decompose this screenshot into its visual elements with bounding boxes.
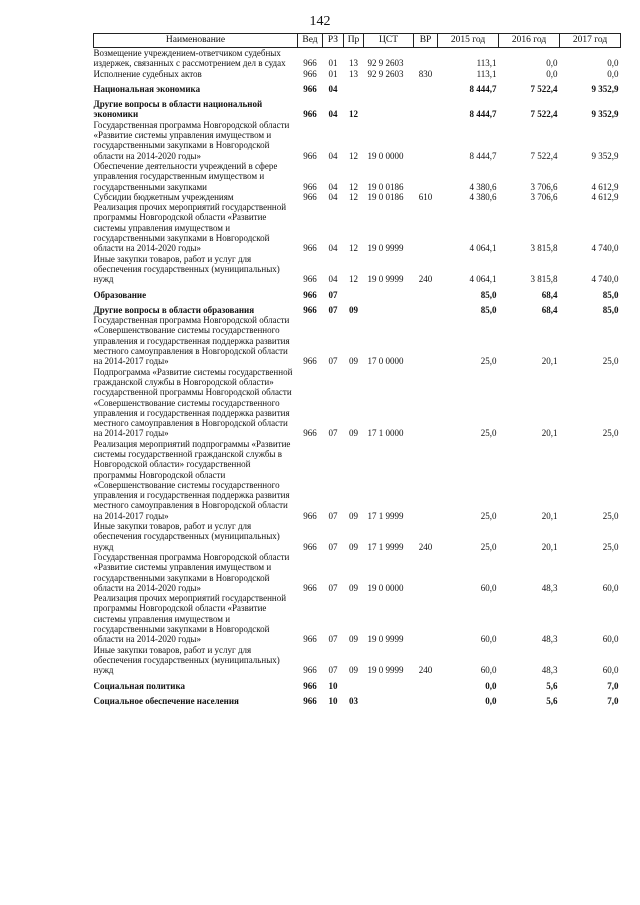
cell-vr <box>414 315 438 366</box>
column-header-pr: Пр <box>344 34 364 48</box>
cell-name: Национальная экономика <box>93 83 201 94</box>
cell-name: Образование <box>93 289 147 300</box>
cell-2017: 9 352,9 <box>591 109 619 120</box>
column-header-ved: Вед <box>298 34 323 48</box>
cell-name: Государственная программа Новгородской области «Совершенствование системы государственного управления и государственная поддержка развития местного самоуправления в Новгородской области на 2014-2017 годы» <box>93 315 290 367</box>
cell-2015: 85,0 <box>480 289 497 300</box>
cell-ved: 966 <box>303 695 317 706</box>
cell-vr <box>414 79 438 94</box>
cell-2015: 113,1 <box>476 68 497 79</box>
cell-2017: 25,0 <box>602 356 619 367</box>
cell-2017: 9 352,9 <box>591 150 619 161</box>
cell-cst: 19 0 9999 <box>367 634 404 645</box>
cell-2016: 48,3 <box>541 582 558 593</box>
cell-vr <box>414 593 438 644</box>
cell-pr: 03 <box>349 695 358 706</box>
cell-pr <box>344 676 364 691</box>
cell-pr: 12 <box>349 243 358 254</box>
table-row <box>94 120 621 161</box>
cell-rz: 07 <box>328 510 338 521</box>
cell-cst <box>364 676 414 691</box>
cell-rz: 04 <box>328 109 338 120</box>
cell-2016: 68,4 <box>541 304 558 315</box>
cell-name: Исполнение судебных актов <box>93 68 202 79</box>
cell-cst <box>364 691 414 706</box>
cell-2016: 3 815,8 <box>530 274 558 285</box>
cell-2017: 60,0 <box>602 582 619 593</box>
cell-ved: 966 <box>303 634 317 645</box>
cell-name: Реализация прочих мероприятий государственной программы Новгородской области «Развитие системы управления имуществом и государственными закупками в Новгородской области на 2014-2020 годы» <box>93 593 287 645</box>
cell-2016: 5,6 <box>546 695 558 706</box>
cell-2017: 0,0 <box>607 58 619 69</box>
cell-cst: 92 9 2603 <box>367 58 404 69</box>
cell-cst: 17 0 0000 <box>367 356 404 367</box>
cell-2015: 25,0 <box>480 356 497 367</box>
table-row <box>94 161 621 192</box>
cell-rz: 07 <box>328 665 338 676</box>
table-row <box>94 79 621 94</box>
table-row <box>94 521 621 552</box>
cell-cst: 19 0 0000 <box>367 150 404 161</box>
cell-vr <box>414 439 438 521</box>
cell-pr <box>344 285 364 300</box>
cell-ved: 966 <box>303 680 317 691</box>
cell-2015: 4 064,1 <box>469 274 497 285</box>
cell-2016: 7 522,4 <box>530 150 558 161</box>
cell-2015: 4 380,6 <box>469 191 497 202</box>
cell-rz: 07 <box>328 428 338 439</box>
cell-name: Реализация мероприятий подпрограммы «Развитие системы государственной гражданской службы в Новгородской области» государственной программы Новгородской области «Совершенствование системы государственного управления и государственная поддержка развития местного самоуправления в Новгородской области на 2014-2017 годы» <box>93 438 291 521</box>
cell-ved: 966 <box>303 274 317 285</box>
cell-rz: 07 <box>328 304 338 315</box>
cell-rz: 07 <box>328 289 338 300</box>
cell-rz: 04 <box>328 274 338 285</box>
cell-rz: 10 <box>328 680 338 691</box>
cell-2016: 20,1 <box>541 541 558 552</box>
cell-ved: 966 <box>303 83 317 94</box>
cell-rz: 01 <box>328 68 338 79</box>
cell-2015: 60,0 <box>480 665 497 676</box>
table-row <box>94 367 621 439</box>
cell-pr: 12 <box>349 150 358 161</box>
cell-2016: 3 706,6 <box>530 181 558 192</box>
table-row <box>94 202 621 253</box>
cell-vr <box>414 676 438 691</box>
cell-vr: 240 <box>418 541 433 552</box>
cell-vr: 610 <box>418 191 433 202</box>
cell-2016: 0,0 <box>546 68 558 79</box>
cell-vr: 830 <box>418 68 433 79</box>
cell-2017: 60,0 <box>602 634 619 645</box>
cell-ved: 966 <box>303 243 317 254</box>
cell-2016: 3 815,8 <box>530 243 558 254</box>
page-number: 142 <box>309 14 331 29</box>
cell-2016: 20,1 <box>541 356 558 367</box>
cell-cst: 19 0 0186 <box>367 181 404 192</box>
cell-pr: 09 <box>349 634 358 645</box>
cell-rz: 01 <box>328 58 338 69</box>
cell-pr: 12 <box>349 109 358 120</box>
column-header-name: Наименование <box>94 34 298 48</box>
cell-pr: 09 <box>349 304 358 315</box>
column-header-rz: РЗ <box>323 34 344 48</box>
table-row <box>94 676 621 691</box>
table-row <box>94 69 621 79</box>
column-header-2015: 2015 год <box>438 34 499 48</box>
table-row <box>94 285 621 300</box>
cell-name: Субсидии бюджетным учреждениям <box>93 191 234 202</box>
cell-name: Другие вопросы в области образования <box>93 304 255 315</box>
cell-pr: 09 <box>349 428 358 439</box>
cell-vr <box>414 94 438 120</box>
cell-vr <box>414 552 438 593</box>
cell-cst: 19 0 9999 <box>367 665 404 676</box>
cell-2015: 8 444,7 <box>469 109 497 120</box>
cell-name: Подпрограмма «Развитие системы государственной гражданской службы в Новгородской области» государственной программы Новгородской области «Совершенствование системы государственного управления и государственная поддержка развития местного самоуправления в Новгородской области на 2014-2017 годы» <box>93 366 293 439</box>
cell-2015: 8 444,7 <box>469 83 497 94</box>
table-row <box>94 300 621 315</box>
cell-name: Государственная программа Новгородской области «Развитие системы управления имуществом и государственными закупками в Новгородской области на 2014-2020 годы» <box>93 551 290 593</box>
cell-ved: 966 <box>303 356 317 367</box>
cell-2017: 4 612,9 <box>591 181 619 192</box>
cell-pr: 09 <box>349 356 358 367</box>
cell-2016: 0,0 <box>546 58 558 69</box>
table-row <box>94 439 621 521</box>
column-header-cst: ЦСТ <box>364 34 414 48</box>
table-body <box>94 48 621 707</box>
cell-ved: 966 <box>303 541 317 552</box>
cell-2017: 25,0 <box>602 510 619 521</box>
cell-ved: 966 <box>303 665 317 676</box>
cell-rz: 04 <box>328 191 338 202</box>
cell-ved: 966 <box>303 68 317 79</box>
column-header-2016: 2016 год <box>499 34 560 48</box>
cell-2016: 48,3 <box>541 665 558 676</box>
cell-2016: 3 706,6 <box>530 191 558 202</box>
cell-cst: 17 1 9999 <box>367 541 404 552</box>
cell-cst: 19 0 0186 <box>367 191 404 202</box>
cell-cst: 19 0 0000 <box>367 582 404 593</box>
cell-2015: 0,0 <box>485 695 497 706</box>
cell-rz: 07 <box>328 356 338 367</box>
table-row <box>94 48 621 69</box>
cell-2016: 48,3 <box>541 634 558 645</box>
cell-2015: 25,0 <box>480 428 497 439</box>
cell-ved: 966 <box>303 58 317 69</box>
cell-cst: 92 9 2603 <box>367 68 404 79</box>
table-row <box>94 254 621 285</box>
cell-vr <box>414 202 438 253</box>
cell-2015: 8 444,7 <box>469 150 497 161</box>
table-row <box>94 552 621 593</box>
cell-2016: 7 522,4 <box>530 83 558 94</box>
cell-2015: 60,0 <box>480 634 497 645</box>
cell-2017: 25,0 <box>602 541 619 552</box>
table-row <box>94 593 621 644</box>
cell-name: Иные закупки товаров, работ и услуг для обеспечения государственных (муниципальных) нужд <box>93 644 280 676</box>
cell-ved: 966 <box>303 150 317 161</box>
cell-2017: 4 740,0 <box>591 274 619 285</box>
cell-2016: 20,1 <box>541 510 558 521</box>
cell-pr: 09 <box>349 541 358 552</box>
table-row <box>94 315 621 366</box>
cell-rz: 04 <box>328 243 338 254</box>
cell-vr <box>414 300 438 315</box>
cell-vr <box>414 120 438 161</box>
cell-pr: 09 <box>349 582 358 593</box>
cell-2015: 0,0 <box>485 680 497 691</box>
cell-2016: 20,1 <box>541 428 558 439</box>
cell-vr <box>414 161 438 192</box>
table-row <box>94 94 621 120</box>
cell-2017: 0,0 <box>607 68 619 79</box>
cell-cst <box>364 94 414 120</box>
cell-name: Иные закупки товаров, работ и услуг для обеспечения государственных (муниципальных) нужд <box>93 253 280 285</box>
cell-2017: 25,0 <box>602 428 619 439</box>
cell-name: Социальная политика <box>93 680 186 691</box>
column-header-2017: 2017 год <box>560 34 621 48</box>
cell-vr <box>414 48 438 69</box>
header-row <box>94 34 621 48</box>
cell-ved: 966 <box>303 428 317 439</box>
cell-2015: 60,0 <box>480 582 497 593</box>
cell-2017: 4 740,0 <box>591 243 619 254</box>
cell-rz: 07 <box>328 541 338 552</box>
cell-2017: 7,0 <box>607 680 619 691</box>
table-row <box>94 691 621 706</box>
cell-name: Реализация прочих мероприятий государственной программы Новгородской области «Развитие системы управления имуществом и государственными закупками в Новгородской области на 2014-2020 годы» <box>93 202 287 254</box>
cell-name: Другие вопросы в области национальной экономики <box>93 99 263 120</box>
cell-2017: 7,0 <box>607 695 619 706</box>
cell-name: Государственная программа Новгородской области «Развитие системы управления имуществом и государственными закупками в Новгородской области на 2014-2020 годы» <box>93 119 290 161</box>
cell-name: Возмещение учреждением-ответчиком судебных издержек, связанных с рассмотрением дел в судах <box>93 48 286 69</box>
cell-ved: 966 <box>303 109 317 120</box>
cell-2015: 25,0 <box>480 510 497 521</box>
cell-vr <box>414 691 438 706</box>
cell-2017: 85,0 <box>602 289 619 300</box>
cell-2016: 7 522,4 <box>530 109 558 120</box>
cell-cst: 19 0 9999 <box>367 274 404 285</box>
cell-2017: 9 352,9 <box>591 83 619 94</box>
cell-cst: 17 1 0000 <box>367 428 404 439</box>
cell-cst <box>364 285 414 300</box>
cell-2016: 68,4 <box>541 289 558 300</box>
cell-pr: 13 <box>349 68 358 79</box>
budget-table <box>93 33 621 706</box>
cell-rz: 04 <box>328 83 338 94</box>
cell-pr: 09 <box>349 665 358 676</box>
cell-2015: 4 380,6 <box>469 181 497 192</box>
cell-ved: 966 <box>303 181 317 192</box>
cell-name: Обеспечение деятельности учреждений в сфере управления государственным имуществом и государственными закупками <box>93 160 278 192</box>
cell-rz: 07 <box>328 582 338 593</box>
cell-cst <box>364 300 414 315</box>
cell-2015: 85,0 <box>480 304 497 315</box>
cell-ved: 966 <box>303 582 317 593</box>
cell-pr <box>344 79 364 94</box>
cell-ved: 966 <box>303 191 317 202</box>
cell-2015: 25,0 <box>480 541 497 552</box>
cell-cst: 17 1 9999 <box>367 510 404 521</box>
cell-vr <box>414 285 438 300</box>
cell-rz: 10 <box>328 695 338 706</box>
cell-vr: 240 <box>418 665 433 676</box>
cell-cst <box>364 79 414 94</box>
cell-pr: 12 <box>349 274 358 285</box>
cell-ved: 966 <box>303 304 317 315</box>
column-header-vr: ВР <box>414 34 438 48</box>
cell-2017: 4 612,9 <box>591 191 619 202</box>
cell-rz: 04 <box>328 181 338 192</box>
cell-name: Социальное обеспечение населения <box>93 695 239 706</box>
cell-2015: 113,1 <box>476 58 497 69</box>
cell-vr <box>414 367 438 439</box>
cell-ved: 966 <box>303 510 317 521</box>
cell-pr: 09 <box>349 510 358 521</box>
table-row <box>94 192 621 202</box>
cell-pr: 12 <box>349 181 358 192</box>
cell-2017: 60,0 <box>602 665 619 676</box>
cell-pr: 13 <box>349 58 358 69</box>
cell-pr: 12 <box>349 191 358 202</box>
cell-rz: 07 <box>328 634 338 645</box>
cell-2016: 5,6 <box>546 680 558 691</box>
cell-vr: 240 <box>418 274 433 285</box>
cell-2015: 4 064,1 <box>469 243 497 254</box>
cell-cst: 19 0 9999 <box>367 243 404 254</box>
cell-name: Иные закупки товаров, работ и услуг для обеспечения государственных (муниципальных) нужд <box>93 521 280 552</box>
cell-2017: 85,0 <box>602 304 619 315</box>
cell-rz: 04 <box>328 150 338 161</box>
table-row <box>94 645 621 676</box>
cell-ved: 966 <box>303 289 317 300</box>
